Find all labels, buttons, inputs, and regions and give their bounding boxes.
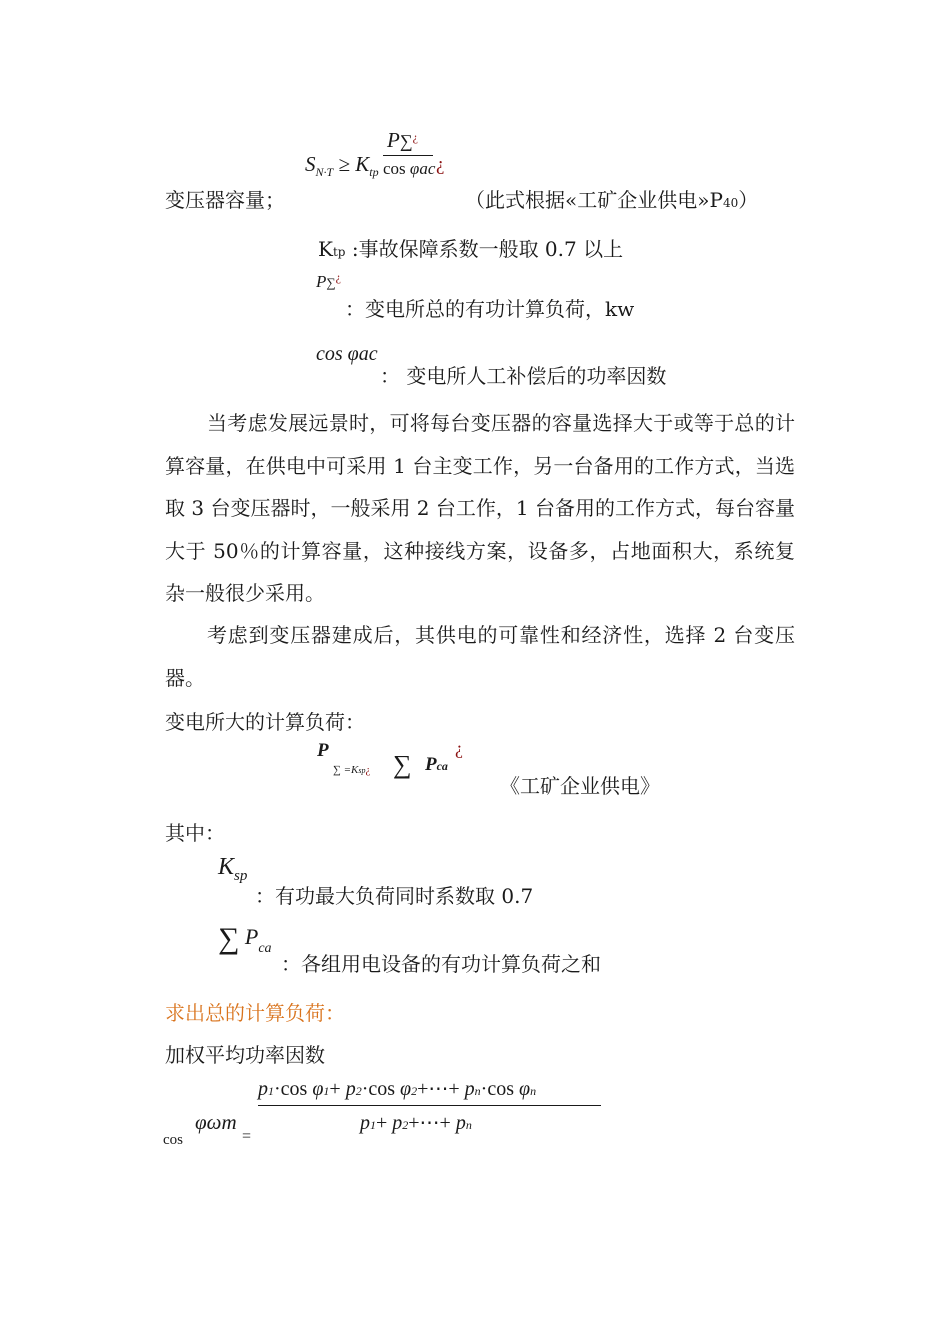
def-psum-desc: ：变电所总的有功计算负荷，kw <box>345 297 635 321</box>
paragraph-transformer-choice: 考虑到变压器建成后，其供电的可靠性和经济性，选择 2 台变压器。 <box>165 623 795 690</box>
def-ktp: Ktp :事故保障系数一般取 0.7 以上 <box>318 237 624 261</box>
weighted-power-factor-formula: cos φωm = p1·cos φ1+ p2·cos φ2+⋯+ pn·cos φn p1+ p2+⋯+ pn <box>160 1070 620 1150</box>
formula-source-note: （此式根据«工矿企业供电»P40） <box>465 188 759 212</box>
paragraph-capacity-selection: 当考虑发展远景时，可将每台变压器的容量选择大于或等于总的计算容量，在供电中可采用 1 台主变工作，另一台备用的工作方式，当选取 3 台变压器时，一般采用 2 台工作，1 台备用的工作方式，每台容量大于 50％的计算容量，这种接线方案，设备多，占地面积大，系统复杂一般很少采用。 <box>165 411 795 605</box>
def-sum-pca-symbol: ∑ $P_{ca}$ <box>218 922 272 956</box>
section-heading: 求出总的计算负荷： <box>165 1001 345 1025</box>
def-ksp-symbol: $K_{sp}$ <box>218 854 248 884</box>
max-load-label: 变电所大的计算负荷： <box>165 710 365 734</box>
where-label: 其中： <box>165 821 225 845</box>
section-subheading: 加权平均功率因数 <box>165 1043 325 1067</box>
max-load-source: 《工矿企业供电》 <box>500 774 660 798</box>
max-load-formula: P ∑ =Ksp¿ ∑ Pca ¿ <box>317 738 463 779</box>
def-ksp-desc: ：有功最大负荷同时系数取 0.7 <box>255 884 534 908</box>
def-cos-desc: ： 变电所人工补偿后的功率因数 <box>380 364 667 388</box>
def-sum-pca-desc: ：各组用电设备的有功计算负荷之和 <box>281 952 601 976</box>
transformer-capacity-label: 变压器容量； <box>165 188 285 212</box>
transformer-capacity-formula: $S_{N\cdot T} \ge K_{tp}$ P∑¿ cos φac ¿ <box>305 128 445 179</box>
def-cos-symbol: cos φac <box>316 343 378 365</box>
def-psum-symbol: P∑¿ <box>316 270 341 291</box>
